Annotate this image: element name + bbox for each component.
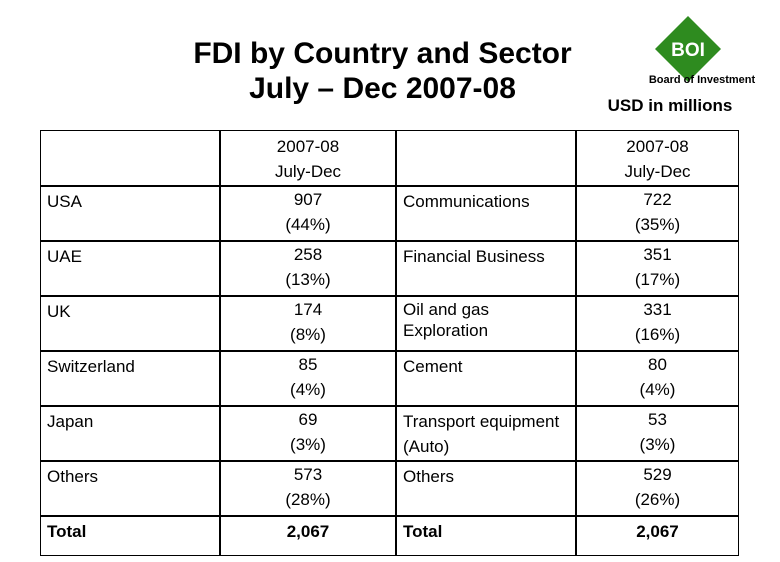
sector-name: Cement xyxy=(396,351,576,406)
country-name: Japan xyxy=(40,406,220,461)
sector-name: Others xyxy=(396,461,576,516)
title-line-1: FDI by Country and Sector xyxy=(193,37,572,70)
country-name: Switzerland xyxy=(40,351,220,406)
sector-value xyxy=(576,351,739,406)
boi-logo-icon xyxy=(655,16,721,82)
header-months: July-Dec xyxy=(624,162,691,181)
sector-total-label: Total xyxy=(396,516,576,556)
country-share: (3%) xyxy=(290,435,326,454)
sector-name: Transport equipment (Auto) xyxy=(396,406,576,461)
country-amount: 69 xyxy=(298,410,318,429)
country-amount: 573 xyxy=(293,465,323,484)
sector-amount: 53 xyxy=(648,410,667,429)
sector-share: (35%) xyxy=(634,215,681,234)
title-line-2: July – Dec 2007-08 xyxy=(249,72,516,105)
sector-value xyxy=(576,186,739,241)
country-value xyxy=(220,406,396,461)
country-share: (44%) xyxy=(285,215,331,234)
country-name: UAE xyxy=(40,241,220,296)
header-blank-country xyxy=(40,130,220,186)
sector-value xyxy=(576,241,739,296)
sector-amount: 80 xyxy=(648,355,667,374)
country-share: (28%) xyxy=(285,490,331,509)
sector-amount: 529 xyxy=(643,465,672,484)
country-value xyxy=(220,186,396,241)
country-amount: 85 xyxy=(298,355,318,374)
sector-share: (3%) xyxy=(639,435,676,454)
country-total-value: 2,067 xyxy=(220,516,396,556)
country-total-label: Total xyxy=(40,516,220,556)
logo-caption: Board of Investment xyxy=(648,74,756,86)
header-year: 2007-08 xyxy=(276,137,340,156)
header-months: July-Dec xyxy=(274,162,342,181)
sector-amount: 351 xyxy=(643,245,672,264)
logo-badge-text: BOI xyxy=(671,40,705,61)
header-period-sector xyxy=(576,130,739,186)
sector-name: Financial Business xyxy=(396,241,576,296)
sector-share: (4%) xyxy=(639,380,676,399)
units-label: USD in millions xyxy=(607,96,733,115)
page-title xyxy=(150,36,615,106)
country-amount: 258 xyxy=(293,245,323,264)
country-share: (4%) xyxy=(290,380,326,399)
country-share: (13%) xyxy=(285,270,331,289)
sector-total-value: 2,067 xyxy=(576,516,739,556)
sector-share: (26%) xyxy=(634,490,681,509)
country-name: Others xyxy=(40,461,220,516)
country-value xyxy=(220,241,396,296)
country-name: UK xyxy=(40,296,220,351)
sector-name: Communications xyxy=(396,186,576,241)
sector-value xyxy=(576,406,739,461)
sector-share: (16%) xyxy=(634,325,681,344)
country-value xyxy=(220,461,396,516)
country-value xyxy=(220,296,396,351)
country-share: (8%) xyxy=(290,325,326,344)
sector-name: Oil and gas Exploration xyxy=(396,296,576,351)
sector-value xyxy=(576,296,739,351)
sector-amount: 331 xyxy=(643,300,672,319)
country-amount: 174 xyxy=(293,300,323,319)
sector-share: (17%) xyxy=(634,270,681,289)
country-value xyxy=(220,351,396,406)
sector-value xyxy=(576,461,739,516)
country-amount: 907 xyxy=(293,190,323,209)
header-period-country xyxy=(220,130,396,186)
country-name: USA xyxy=(40,186,220,241)
header-blank-sector xyxy=(396,130,576,186)
sector-amount: 722 xyxy=(643,190,672,209)
header-year: 2007-08 xyxy=(626,137,689,156)
